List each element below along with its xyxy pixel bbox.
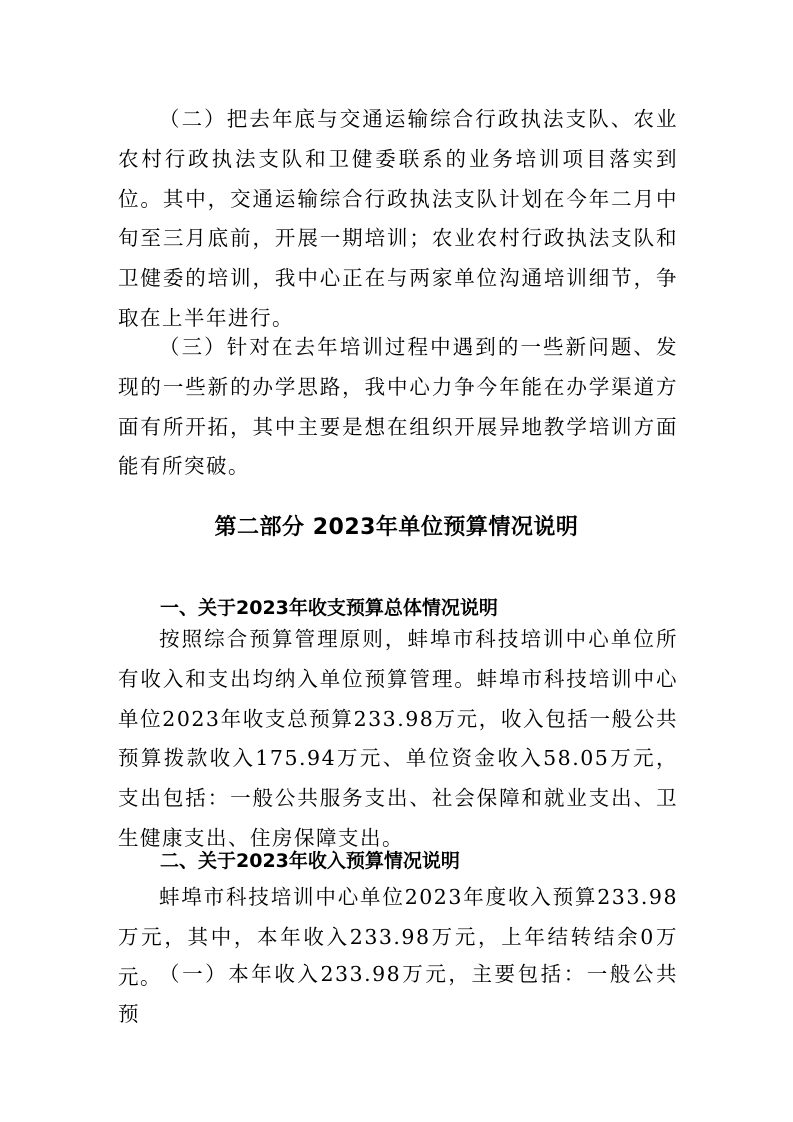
- paragraph-training-projects: （二）把去年底与交通运输综合行政执法支队、农业农村行政执法支队和卫健委联系的业务培训项目落实到位。其中，交通运输综合行政执法支队计划在今年二月中旬至三月底前，开展一期培训；农业农村行政执法支队和卫健委的培训，我中心正在与两家单位沟通培训细节，争取在上半年进行。: [118, 107, 678, 330]
- section-title-part-two: 第二部分 2023年单位预算情况说明: [214, 515, 579, 540]
- paragraph-new-ideas: （三）针对在去年培训过程中遇到的一些新问题、发现的一些新的办学思路，我中心力争今年能在办学渠道方面有所开拓，其中主要是想在组织开展异地教学培训方面能有所突破。: [118, 335, 678, 479]
- paragraph-income-budget: 蚌埠市科技培训中心单位2023年度收入预算233.98万元，其中，本年收入233.98万元，上年结转结余0万元。: [118, 885, 678, 989]
- subheading-overall-budget: 一、关于2023年收支预算总体情况说明: [160, 597, 498, 619]
- subheading-income-budget: 二、关于2023年收入预算情况说明: [160, 850, 460, 872]
- paragraph-overall-budget: 按照综合预算管理原则，蚌埠市科技培训中心单位所有收入和支出均纳入单位预算管理。蚌埠市科技培训中心单位2023年收支总预算233.98万元，收入包括一般公共预算拨款收入175.94万元、单位资金收入58.05万元，支出包括：一般公共服务支出、社会保障和就业支出、卫生健康支出、住房保障支出。: [118, 627, 678, 850]
- paragraph-current-year-income: （一）本年收入233.98万元，主要包括：一般公共预: [118, 962, 678, 1026]
